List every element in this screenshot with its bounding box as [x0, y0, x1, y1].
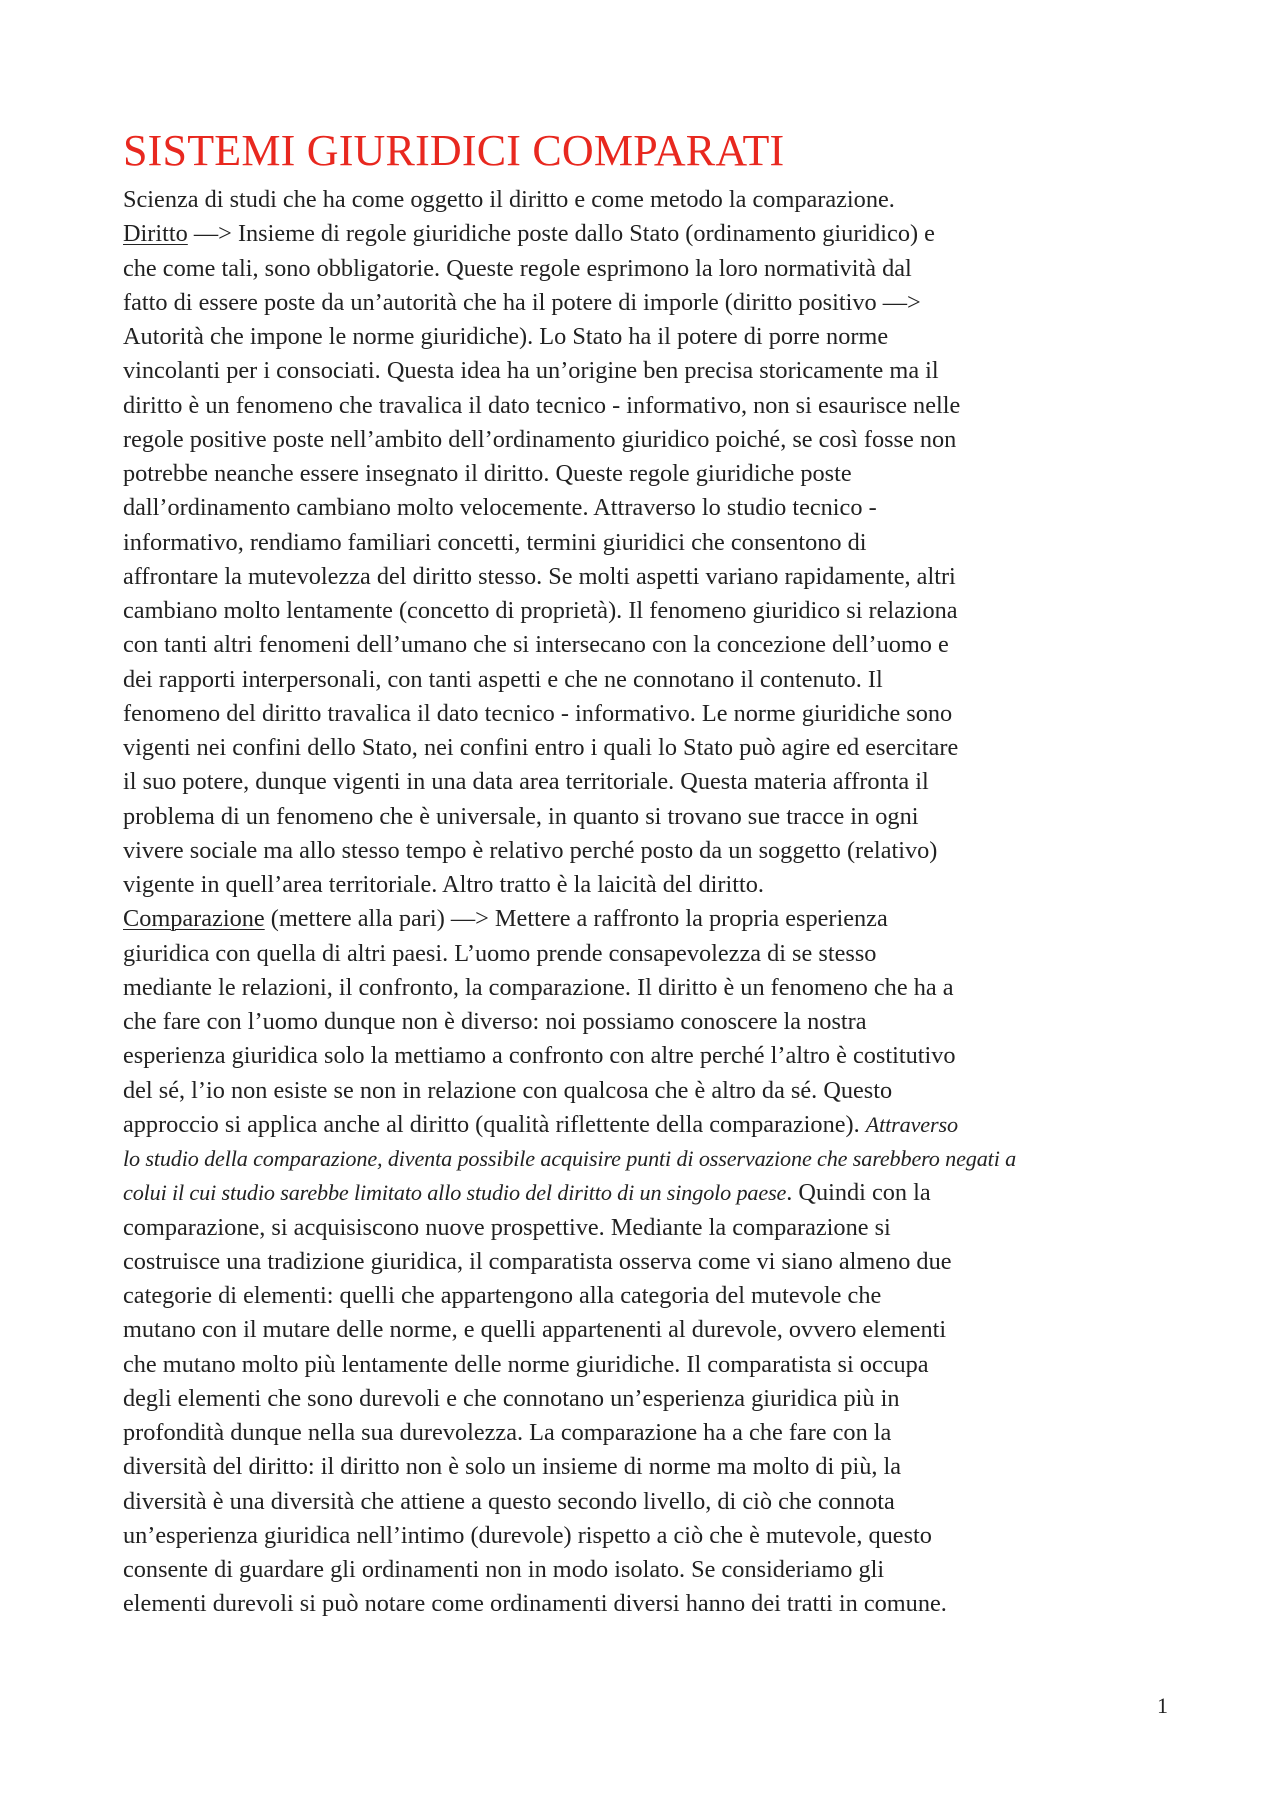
text-line	[123, 560, 1173, 594]
text-line	[123, 1519, 1173, 1553]
text-segment: diversità del diritto: il diritto non è solo un insieme di norme ma molto di più, la	[123, 1453, 902, 1481]
text-line	[123, 1279, 1173, 1313]
text-segment: Scienza di studi che ha come oggetto il diritto e come metodo la comparazione.	[123, 186, 895, 213]
text-segment: problema di un fenomeno che è universale, in quanto si trovano sue tracce in ogni	[123, 802, 919, 830]
text-line	[123, 457, 1173, 491]
text-segment: approccio si applica anche al diritto (qualità riflettente della comparazione).	[123, 1110, 866, 1138]
text-line	[123, 526, 1173, 560]
text-segment: potrebbe neanche essere insegnato il diritto. Queste regole giuridiche poste	[123, 460, 852, 487]
text-line	[123, 902, 1173, 936]
text-line	[123, 183, 1173, 217]
text-segment: —> Insieme di regole giuridiche poste dallo Stato (ordinamento giuridico) e	[187, 220, 935, 248]
text-segment: vincolanti per i consociati. Questa idea ha un’origine ben precisa storicamente ma il	[123, 357, 939, 385]
text-line	[123, 389, 1173, 423]
text-line	[123, 1142, 1173, 1176]
text-segment: informativo, rendiamo familiari concetti, termini giuridici che consentono di	[123, 528, 867, 556]
text-line	[123, 1108, 1173, 1142]
text-line	[123, 731, 1173, 765]
text-segment: vigenti nei confini dello Stato, nei confini entro i quali lo Stato può agire ed esercitare	[123, 734, 959, 761]
italic-passage: Attraverso	[865, 1111, 958, 1137]
text-line	[123, 628, 1173, 662]
text-segment: vigente in quell’area territoriale. Altro tratto è la laicità del diritto.	[123, 871, 764, 898]
text-line	[123, 423, 1173, 457]
text-segment: consente di guardare gli ordinamenti non in modo isolato. Se consideriamo gli	[123, 1556, 885, 1583]
text-segment: che mutano molto più lentamente delle norme giuridiche. Il comparatista si occupa	[123, 1350, 929, 1378]
text-segment: cambiano molto lentamente (concetto di proprietà). Il fenomeno giuridico si relaziona	[123, 597, 958, 624]
text-segment: profondità dunque nella sua durevolezza. La comparazione ha a che fare con la	[123, 1419, 892, 1446]
text-segment: con tanti altri fenomeni dell’umano che si intersecano con la concezione dell’uomo e	[123, 631, 949, 659]
text-segment: diritto è un fenomeno che travalica il dato tecnico - informativo, non si esaurisce nelle	[123, 391, 961, 419]
text-line	[123, 491, 1173, 525]
text-line	[123, 937, 1173, 971]
text-line	[123, 697, 1173, 731]
text-segment: Autorità che impone le norme giuridiche). Lo Stato ha il potere di porre norme	[123, 323, 889, 350]
text-segment: regole positive poste nell’ambito dell’ordinamento giuridico poiché, se così fosse non	[123, 425, 957, 453]
text-line	[123, 1313, 1173, 1347]
text-segment: fenomeno del diritto travalica il dato tecnico - informativo. Le norme giuridiche sono	[123, 699, 953, 727]
text-line	[123, 320, 1173, 354]
text-line	[123, 663, 1173, 697]
text-segment: diversità è una diversità che attiene a questo secondo livello, di ciò che connota	[123, 1487, 895, 1515]
text-line	[123, 217, 1173, 251]
text-segment: fatto di essere poste da un’autorità che ha il potere di imporle (diritto positivo —>	[123, 288, 921, 316]
text-line	[123, 1039, 1173, 1073]
text-line	[123, 765, 1173, 799]
underlined-term: Diritto	[123, 220, 188, 248]
text-segment: dei rapporti interpersonali, con tanti aspetti e che ne connotano il contenuto. Il	[123, 665, 883, 693]
text-segment: degli elementi che sono durevoli e che connotano un’esperienza giuridica più in	[123, 1384, 900, 1412]
text-line	[123, 286, 1173, 320]
text-segment: del sé, l’io non esiste se non in relazione con qualcosa che è altro da sé. Questo	[123, 1076, 893, 1104]
text-segment: giuridica con quella di altri paesi. L’uomo prende consapevolezza di se stesso	[123, 939, 877, 967]
text-line	[123, 1211, 1173, 1245]
underlined-term: Comparazione	[123, 905, 265, 933]
text-segment: categorie di elementi: quelli che appartengono alla categoria del mutevole che	[123, 1282, 882, 1309]
text-segment: costruisce una tradizione giuridica, il comparatista osserva come vi siano almeno due	[123, 1247, 952, 1275]
text-segment: (mettere alla pari) —> Mettere a raffronto la propria esperienza	[264, 905, 888, 933]
text-line	[123, 1553, 1173, 1587]
document-title: SISTEMI GIURIDICI COMPARATI	[123, 126, 785, 175]
italic-passage: colui il cui studio sarebbe limitato allo studio del diritto di un singolo paese	[123, 1180, 787, 1206]
text-line	[123, 868, 1173, 902]
page-number: 1	[1157, 1693, 1168, 1718]
text-line	[123, 252, 1173, 286]
text-line	[123, 834, 1173, 868]
text-segment: dall’ordinamento cambiano molto velocemente. Attraverso lo studio tecnico -	[123, 494, 877, 522]
text-line	[123, 1348, 1173, 1382]
text-segment: mutano con il mutare delle norme, e quelli appartenenti al durevole, ovvero elementi	[123, 1316, 947, 1344]
text-segment: elementi durevoli si può notare come ordinamenti diversi hanno dei tratti in comune.	[123, 1590, 947, 1618]
text-segment: che fare con l’uomo dunque non è diverso: noi possiamo conoscere la nostra	[123, 1008, 867, 1035]
text-line	[123, 1485, 1173, 1519]
italic-passage: lo studio della comparazione, diventa possibile acquisire punti di osservazione che sarebbero negati a	[123, 1146, 1017, 1171]
text-line	[123, 1416, 1173, 1450]
text-segment: . Quindi con la	[786, 1179, 931, 1207]
text-line	[123, 1450, 1173, 1484]
text-line	[123, 594, 1173, 628]
text-segment: mediante le relazioni, il confronto, la comparazione. Il diritto è un fenomeno che ha a	[123, 973, 954, 1001]
text-segment: comparazione, si acquisiscono nuove prospettive. Mediante la comparazione si	[123, 1213, 891, 1241]
text-line	[123, 1587, 1173, 1621]
body-text	[123, 183, 1173, 1622]
text-segment: che come tali, sono obbligatorie. Queste regole esprimono la loro normatività dal	[123, 254, 912, 282]
text-line	[123, 1005, 1173, 1039]
text-line	[123, 800, 1173, 834]
text-line	[123, 971, 1173, 1005]
text-line	[123, 1074, 1173, 1108]
text-segment: vivere sociale ma allo stesso tempo è relativo perché posto da un soggetto (relativo)	[123, 836, 938, 864]
text-line	[123, 354, 1173, 388]
text-line	[123, 1245, 1173, 1279]
text-line	[123, 1382, 1173, 1416]
text-segment: affrontare la mutevolezza del diritto stesso. Se molti aspetti variano rapidamente, altri	[123, 562, 956, 590]
text-line	[123, 1176, 1173, 1210]
text-segment: il suo potere, dunque vigenti in una data area territoriale. Questa materia affronta il	[123, 768, 929, 796]
text-segment: un’esperienza giuridica nell’intimo (durevole) rispetto a ciò che è mutevole, questo	[123, 1521, 932, 1549]
text-segment: esperienza giuridica solo la mettiamo a confronto con altre perché l’altro è costitutivo	[123, 1042, 956, 1070]
